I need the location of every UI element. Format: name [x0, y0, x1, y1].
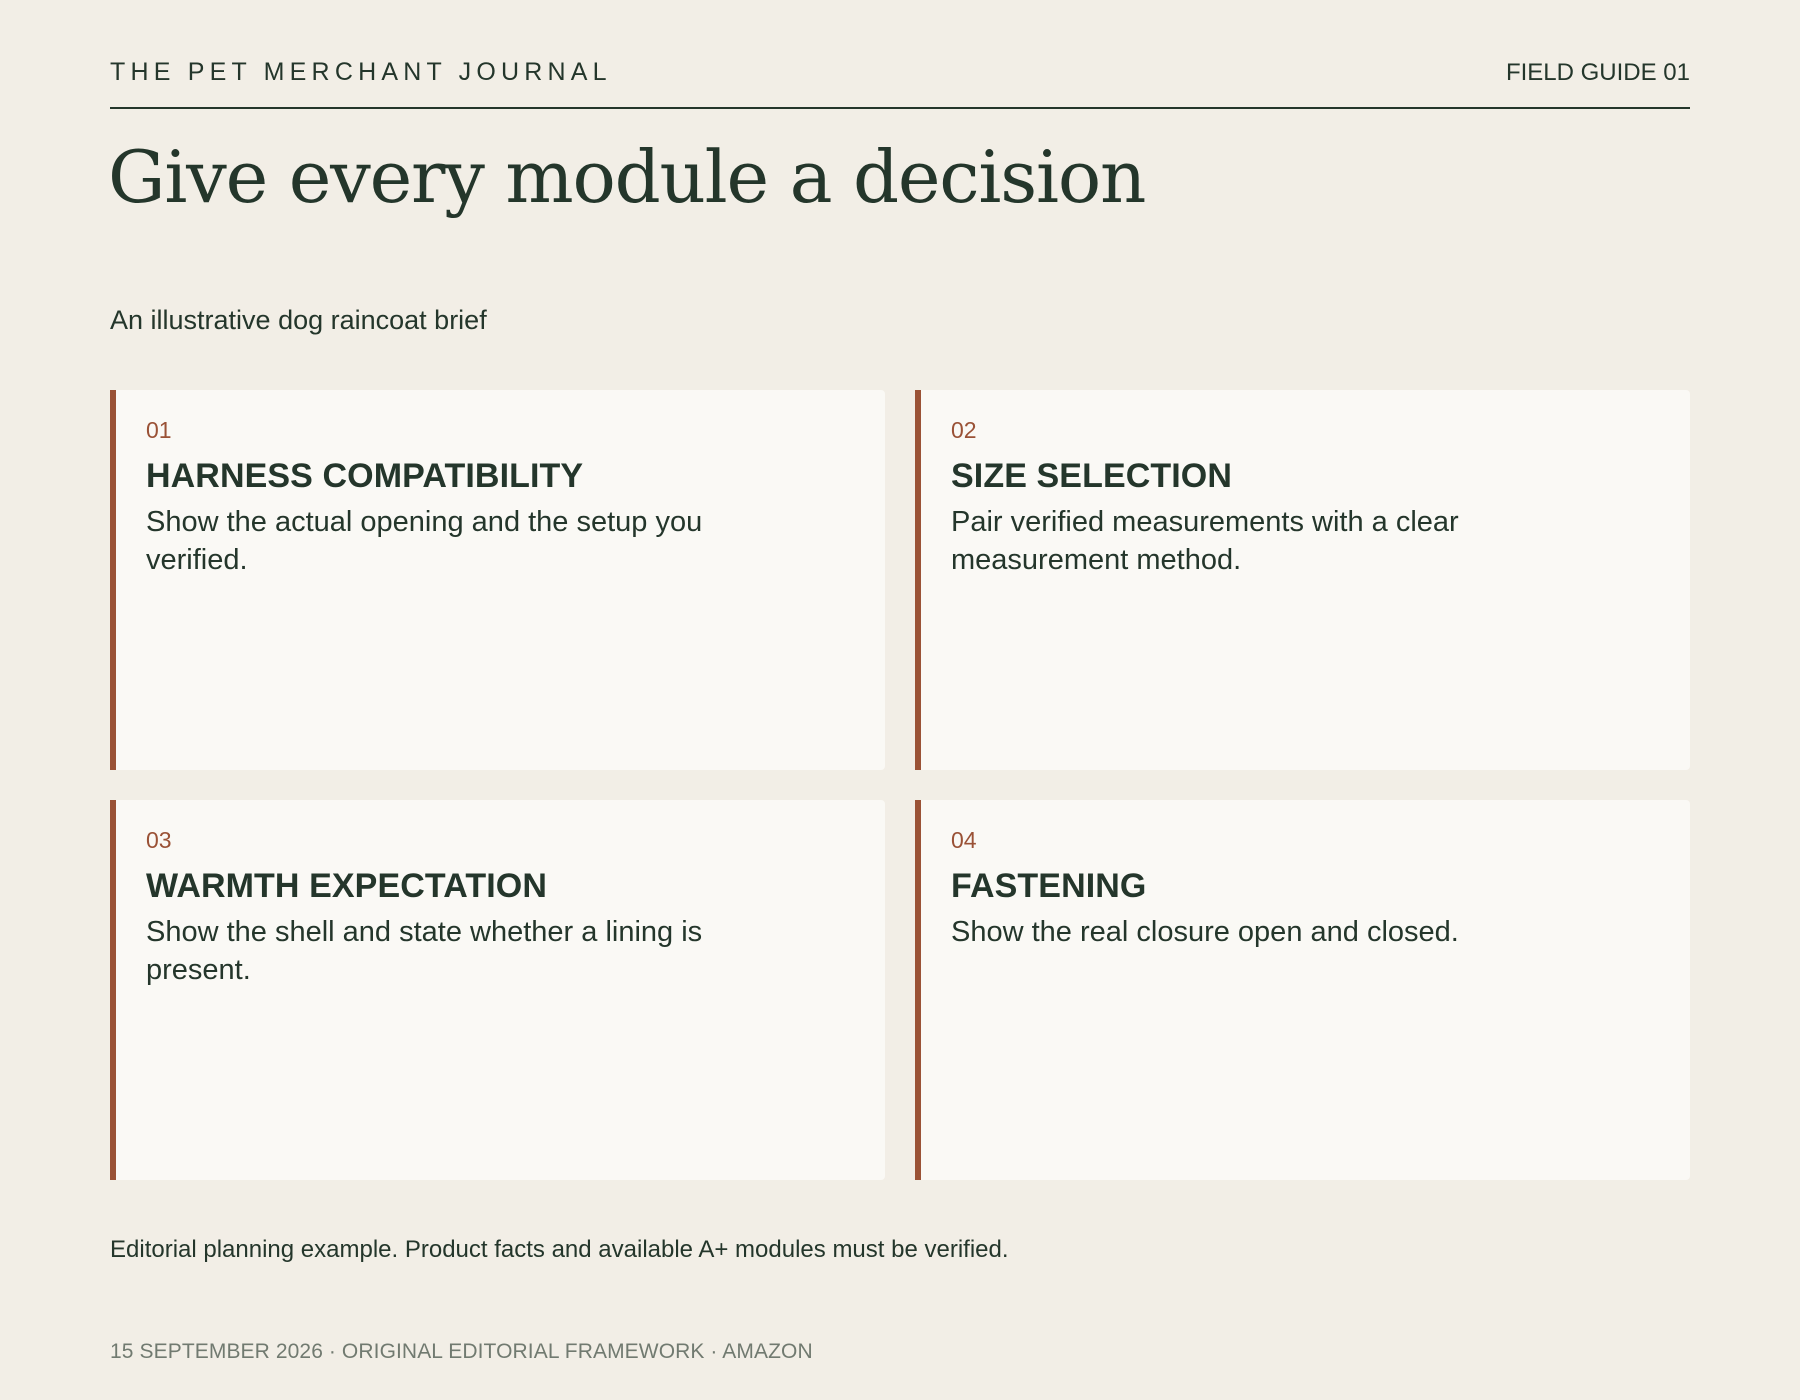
card-heading: WARMTH EXPECTATION [146, 867, 547, 905]
module-card-warmth-expectation [110, 800, 885, 1180]
masthead [110, 56, 1690, 109]
card-heading: HARNESS COMPATIBILITY [146, 457, 584, 495]
module-card-fastening [915, 800, 1690, 1180]
card-number: 01 [146, 417, 172, 443]
card-number: 04 [951, 827, 977, 853]
footer-metadata: 15 SEPTEMBER 2026 · ORIGINAL EDITORIAL FRAMEWORK · AMAZON [110, 1340, 813, 1363]
card-number: 03 [146, 827, 172, 853]
card-description: Pair verified measurements with a clear measurement method. [951, 506, 1459, 576]
card-description: Show the shell and state whether a lining is present. [146, 916, 703, 986]
card-heading: FASTENING [951, 867, 1147, 905]
field-guide-label: FIELD GUIDE 01 [1505, 59, 1690, 86]
journal-name: THE PET MERCHANT JOURNAL [110, 58, 612, 86]
card-number: 02 [951, 417, 977, 443]
page-title: Give every module a decision [108, 135, 1146, 219]
card-description: Show the actual opening and the setup you verified. [146, 506, 703, 576]
module-card-harness-compatibility [110, 390, 885, 770]
verification-note: Editorial planning example. Product facts and available A+ modules must be verified. [110, 1236, 1009, 1263]
brief-subtitle: An illustrative dog raincoat brief [110, 305, 487, 335]
card-description: Show the real closure open and closed. [951, 916, 1459, 948]
module-card-size-selection [915, 390, 1690, 770]
card-heading: SIZE SELECTION [951, 457, 1232, 495]
